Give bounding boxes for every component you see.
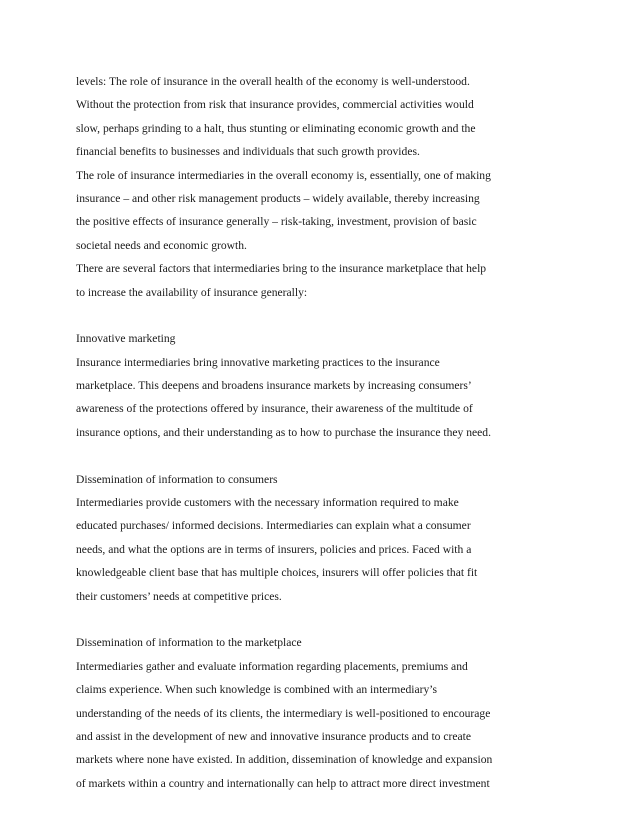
- text-line: claims experience. When such knowledge is combined with an intermediary’s: [76, 683, 438, 697]
- text-line: slow, perhaps grinding to a halt, thus stunting or eliminating economic growth and the: [76, 121, 476, 135]
- text-line: Insurance intermediaries bring innovative marketing practices to the insurance: [76, 355, 440, 369]
- text-line: Innovative marketing: [76, 332, 176, 346]
- text-line: to increase the availability of insurance generally:: [76, 285, 308, 299]
- text-line: Dissemination of information to the marketplace: [76, 636, 302, 650]
- text-line: The role of insurance intermediaries in the overall economy is, essentially, one of making: [76, 168, 491, 182]
- text-line: There are several factors that intermediaries bring to the insurance marketplace that help: [76, 262, 487, 276]
- text-line: educated purchases/ informed decisions. Intermediaries can explain what a consumer: [76, 519, 471, 533]
- text-line: levels: The role of insurance in the overall health of the economy is well-understood.: [76, 75, 470, 88]
- text-line: their customers’ needs at competitive prices.: [76, 589, 282, 603]
- blank-line: [76, 444, 546, 467]
- text-line: Without the protection from risk that insurance provides, commercial activities would: [76, 98, 474, 112]
- text-line: insurance – and other risk management products – widely available, thereby increasing: [76, 191, 480, 205]
- text-line: and assist in the development of new and innovative insurance products and to create: [76, 729, 472, 743]
- text-line: marketplace. This deepens and broadens insurance markets by increasing consumers’: [76, 379, 472, 393]
- text-line: societal needs and economic growth.: [76, 238, 247, 252]
- text-line: awareness of the protections offered by insurance, their awareness of the multitude of: [76, 402, 473, 416]
- blank-line: [76, 304, 546, 327]
- text-line: of markets within a country and internationally can help to attract more direct investment: [76, 776, 490, 790]
- body-text: [76, 70, 546, 795]
- blank-line: [76, 608, 546, 631]
- text-line: insurance options, and their understanding as to how to purchase the insurance they need.: [76, 425, 492, 439]
- text-line: the positive effects of insurance generally – risk-taking, investment, provision of basic: [76, 215, 477, 229]
- text-line: Intermediaries gather and evaluate information regarding placements, premiums and: [76, 659, 468, 673]
- text-line: knowledgeable client base that has multiple choices, insurers will offer policies that fit: [76, 566, 478, 580]
- text-line: financial benefits to businesses and individuals that such growth provides.: [76, 145, 420, 159]
- text-line: understanding of the needs of its clients, the intermediary is well-positioned to encourage: [76, 706, 491, 720]
- text-line: Intermediaries provide customers with the necessary information required to make: [76, 496, 459, 510]
- text-line: Dissemination of information to consumers: [76, 472, 278, 486]
- text-line: needs, and what the options are in terms of insurers, policies and prices. Faced with a: [76, 542, 472, 556]
- text-line: markets where none have existed. In addition, dissemination of knowledge and expansion: [76, 753, 493, 767]
